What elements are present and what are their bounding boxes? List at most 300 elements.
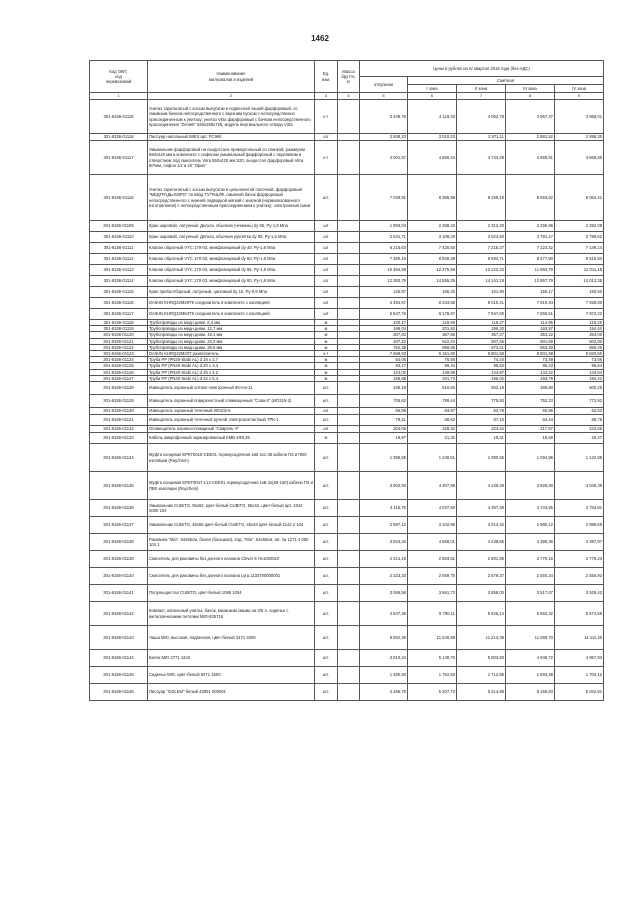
row-price-base: 752,39 [360,344,408,350]
row-price-zone-2: 5 003,93 [457,650,506,667]
row-name: Клапан обратный VYC 170-03, межфланцевый dy 65, Ру-1,6 Мпа [148,265,315,276]
row-price-zone-3: 2 296,96 [506,221,555,232]
row-price-zone-4: 7 149,14 [555,243,604,254]
row-unit: к-т [315,351,338,357]
row-code: 301-8156-01145 [90,667,148,684]
row-price-base: 1 993,04 [360,221,408,232]
row-price-zone-1: 201,73 [408,375,457,381]
row-code: 301-8156-01113 [90,265,148,276]
row-unit: шт [315,243,338,254]
row-price-zone-3: 18,56 [506,433,555,444]
row-price-base: 437,22 [360,338,408,344]
row-price-zone-4: 86,76 [555,415,604,426]
row-price-zone-4: 4 753,81 [555,500,604,517]
row-mass [338,602,360,626]
column-number: 4 [338,93,360,100]
row-price-zone-4: 4 957,93 [555,650,604,667]
row-price-base: 7 669,93 [360,351,408,357]
row-code: 301-8156-01115 [90,100,148,134]
price-table [89,60,604,701]
row-price-base: 4 001,57 [360,141,408,175]
row-unit: шт [315,309,338,320]
row-code: 301-8156-01129 [90,395,148,408]
row-price-zone-2: 357,27 [457,332,506,338]
row-mass [338,243,360,254]
table-row [90,309,604,320]
row-code: 301-8156-01130 [90,408,148,415]
row-mass [338,141,360,175]
row-name: Извещатель охранный оптико-электронный Фотон-11 [148,382,315,395]
row-price-zone-2: 1 712,86 [457,667,506,684]
row-price-zone-4: 223,55 [555,426,604,433]
row-price-zone-2: 8 159,18 [457,175,506,221]
row-price-base: 436,19 [360,382,408,395]
row-price-zone-4: 7 874,23 [555,309,604,320]
row-unit: шт [315,426,338,433]
header-price-base: отпускная [360,77,408,93]
row-code: 301-8156-01123 [90,351,148,357]
table-row [90,395,604,408]
row-code: 301-8156-01128 [90,382,148,395]
header-unit: Ед. изм. [315,61,338,93]
row-price-zone-2: 14 141,18 [457,276,506,287]
row-price-zone-4: 115,20 [555,320,604,326]
row-price-zone-2: 507,45 [457,338,506,344]
row-price-base: 204,06 [360,426,408,433]
row-price-base: 6 647,76 [360,309,408,320]
row-name: Трубопроводы из медн.диам. 22,2 мм [148,338,315,344]
table-row [90,517,604,534]
row-price-base: 3 910,34 [360,650,408,667]
row-price-base: 1 396,55 [360,444,408,472]
header-zone-4: IV зона [555,85,604,93]
row-price-zone-4: 2 555,93 [555,568,604,585]
row-price-zone-3: 114,95 [506,320,555,326]
row-unit: м [315,326,338,332]
row-mass [338,426,360,433]
row-price-zone-1: 5 207,73 [408,684,457,701]
row-price-zone-2: 502,19 [457,382,506,395]
row-unit: шт [315,287,338,298]
row-code: 301-8156-01143 [90,626,148,650]
row-code: 301-8156-01134 [90,444,148,472]
row-name: Смеситель для раковины без донного клапана Clever 5 Hv1000010 [148,551,315,568]
row-code: 301-8156-01125 [90,363,148,369]
row-price-zone-3: 5 562,32 [506,602,555,626]
row-mass [338,134,360,141]
row-name: Умывальник CUBITO, 55х62, цвет-белый CUBITO, 55х42, цвет-белый арт. 1042 2000 104 [148,500,315,517]
row-unit: шт. [315,500,338,517]
header-price: Цены в рублях на IV квартал 2016 года (без НДС) [360,61,604,77]
row-price-zone-2: 873,21 [457,344,506,350]
row-price-zone-4: 2 776,23 [555,551,604,568]
row-price-base: 2 631,71 [360,232,408,243]
row-price-zone-2: 196,02 [457,375,506,381]
row-price-base: 55,99 [360,408,408,415]
row-unit: шт. [315,602,338,626]
row-price-zone-1: 5 790,11 [408,602,457,626]
row-price-zone-3: 7 856,51 [506,309,555,320]
row-name: Трубопроводы из медн.диам. 6,4 мм [148,320,315,326]
row-price-zone-1: 156,32 [408,287,457,298]
row-price-zone-3: 2 980,12 [506,517,555,534]
table-row [90,472,604,500]
row-price-zone-2: 62,78 [457,408,506,415]
row-price-base: 83,17 [360,363,408,369]
row-price-zone-3: 2 770,16 [506,551,555,568]
row-price-zone-3: 353,22 [506,332,555,338]
row-price-zone-4: 3 966,01 [555,100,604,134]
row-mass [338,551,360,568]
row-code: 301-8156-01115 [90,287,148,298]
row-price-zone-3: 863,30 [506,344,555,350]
row-name: Трубопроводы из медн.диам. 12,7 мм [148,326,315,332]
row-code: 301-8156-01110 [90,232,148,243]
row-unit: шт. [315,585,338,602]
row-name: Сиденье МЮ, цвет-белый 9271 1500 [148,667,315,684]
column-number: 2 [148,93,315,100]
table-row [90,134,604,141]
row-price-zone-3: 73,49 [506,357,555,363]
row-unit: шт [315,265,338,276]
row-price-zone-3: 193,79 [506,375,555,381]
row-price-zone-2: 116,27 [457,320,506,326]
column-number: 1 [90,93,148,100]
row-price-zone-4: 1 132,89 [555,444,604,472]
table-row [90,667,604,684]
table-row [90,298,604,309]
row-price-base: 4 486,78 [360,684,408,701]
row-price-zone-2: 2 801,95 [457,551,506,568]
row-code: 301-8156-01131 [90,415,148,426]
row-price-zone-3: 2 550,34 [506,568,555,585]
row-price-zone-1: 789,44 [408,395,457,408]
table-row [90,626,604,650]
row-name: Компакт, напольный унитаз, бачок, механизм смыва на 3/6 л, сиденье с металлическими петлями МЮ-825716 [148,602,315,626]
row-mass [338,309,360,320]
row-unit: м [315,332,338,338]
row-price-zone-3: 8 801,68 [506,351,555,357]
row-name: Труба PP (PN20-Stabi AL) d 20 х 3,4 [148,363,315,369]
row-price-zone-3: 3 928,30 [506,472,555,500]
row-code: 301-8156-01109 [90,221,148,232]
row-unit: шт. [315,382,338,395]
row-code: 301-8156-01137 [90,517,148,534]
row-name: Трубопроводы из медн.диам. 19,1 мм [148,332,315,338]
row-name: Кран шаровой, латунный, Дельта, обычная (чекмень) dy 65, Ру-1,6 Мпа [148,221,315,232]
row-price-zone-2: 8 901,58 [457,351,506,357]
row-price-zone-2: 2 313,20 [457,221,506,232]
row-code: 301-8156-01116 [90,298,148,309]
row-mass [338,100,360,134]
row-price-zone-1: 11 540,99 [408,626,457,650]
table-row [90,382,604,395]
row-price-zone-4: 354,00 [555,332,604,338]
row-price-zone-2: 2 971,11 [457,134,506,141]
row-price-zone-2: 4 733,29 [457,141,506,175]
row-unit: шт [315,232,338,243]
row-price-zone-1: 2 388,43 [408,221,457,232]
row-price-zone-3: 143,22 [506,369,555,375]
row-mass [338,534,360,551]
row-mass [338,276,360,287]
header-zone-1: I зона [408,85,457,93]
row-unit: шт [315,221,338,232]
row-code: 301-8156-01114 [90,276,148,287]
row-mass [338,433,360,444]
row-price-base: 3 824,32 [360,534,408,551]
table-row [90,650,604,667]
row-price-zone-2: 8 010,21 [457,298,506,309]
column-number: 6 [408,93,457,100]
row-mass [338,382,360,395]
row-unit: шт. [315,534,338,551]
row-unit: шт. [315,667,338,684]
row-price-zone-1: 149,99 [408,369,457,375]
row-price-zone-3: 2 881,92 [506,134,555,141]
row-price-base: 3 903,93 [360,472,408,500]
row-price-zone-3: 7 919,34 [506,298,555,309]
row-unit: шт. [315,175,338,221]
page-number: 1462 [311,34,329,43]
row-code: 301-8156-01117 [90,309,148,320]
row-price-zone-1: 4 307,99 [408,472,457,500]
row-price-zone-4: 73,66 [555,357,604,363]
header-price-estimate: Сметная [408,77,604,85]
row-price-zone-2: 7 947,60 [457,309,506,320]
row-price-zone-1: 63,87 [408,408,457,415]
row-price-base: 7 029,91 [360,175,408,221]
column-number: 9 [555,93,604,100]
row-mass [338,568,360,585]
column-number: 7 [457,93,506,100]
row-price-zone-3: 11 086,70 [506,626,555,650]
row-unit: шт. [315,395,338,408]
row-mass [338,444,360,472]
header-code: Код ОКП, код перевозимой [90,61,148,93]
table-row [90,408,604,415]
row-price-base: 7 460,16 [360,254,408,265]
row-code: 301-8156-01133 [90,433,148,444]
row-code: 301-8156-01132 [90,426,148,433]
row-name: Труба PP (PN20-Stabi AL) d 25 х 4,2 [148,369,315,375]
row-price-base: 6 216,63 [360,243,408,254]
row-price-base: 100,17 [360,320,408,326]
row-price-zone-4: 11 111,40 [555,626,604,650]
row-unit: шт. [315,650,338,667]
row-price-zone-1: 2 659,75 [408,568,457,585]
row-price-zone-4: 772,92 [555,395,604,408]
row-unit: м [315,338,338,344]
row-price-base: 3 448,76 [360,100,408,134]
row-name: Труба PP (PN20-Stabi AL) d 32 х 5,4 [148,375,315,381]
row-price-zone-1: 4 568,01 [408,534,457,551]
column-number: 3 [315,93,338,100]
row-mass [338,175,360,221]
row-unit: шт. [315,568,338,585]
row-name: Клапан обратный VYC 170-03, межфланцевый dy 80, Ру-1,6 Мпа [148,276,315,287]
row-price-base: 4 494,57 [360,298,408,309]
row-price-zone-3: 217,57 [506,426,555,433]
row-price-base: 126,87 [360,287,408,298]
row-price-zone-4: 4 397,97 [555,534,604,551]
row-price-zone-1: 99,34 [408,363,457,369]
row-price-base: 79,21 [360,415,408,426]
row-price-zone-4: 1 702,12 [555,667,604,684]
row-price-zone-2: 2 579,37 [457,568,506,585]
row-mass [338,667,360,684]
row-price-base: 169,04 [360,326,408,332]
row-price-zone-3: 4 743,55 [506,500,555,517]
row-price-zone-3: 193,97 [506,326,555,332]
table-row [90,221,604,232]
row-code: 301-8156-01118 [90,320,148,326]
row-unit: шт [315,254,338,265]
row-mass [338,500,360,517]
row-price-zone-4: 8 515,93 [555,254,604,265]
column-number-row [90,93,604,100]
row-price-zone-3: 1 693,38 [506,667,555,684]
row-name: DAIKIN KHRQ22M29T9 соединитель в комплекте с изоляцией [148,298,315,309]
row-name: Писсуар напольный IMEX арт. FC960 [148,134,315,141]
row-price-zone-1: 8 178,67 [408,309,457,320]
row-mass [338,626,360,650]
header-name: Наименование материалов и изделий [148,61,315,93]
table-row [90,585,604,602]
row-price-zone-3: 752,23 [506,395,555,408]
row-price-zone-1: 21,31 [408,433,457,444]
row-price-base: 124,02 [360,369,408,375]
row-price-zone-4: 5 042,81 [555,684,604,701]
row-code: 301-8156-01138 [90,534,148,551]
row-price-zone-4: 150,50 [555,287,604,298]
row-price-zone-3: 11 984,76 [506,265,555,276]
table-row [90,500,604,517]
row-unit: м [315,320,338,326]
row-price-base: 168,88 [360,375,408,381]
row-name: Кран пробоотборный, латунный, цанговый dy 15, Ру-0,6 Мпа [148,287,315,298]
row-price-zone-2: 74,34 [457,357,506,363]
row-price-zone-1: 8 243,65 [408,298,457,309]
row-price-zone-1: 3 010,33 [408,134,457,141]
table-row [90,551,604,568]
row-unit: м [315,433,338,444]
table-row [90,175,604,221]
row-mass [338,472,360,500]
row-name: Унитаз тарельчатый с косым выпуском и цельнолитой полочкой, фарфоровый "МЕДГРАДЬ-ЕВРО" по ввод ТУ/ТКШ/Ф, смывной бачок фарфоровый непосредственного с нижней подводкой мягкий с кнопкой (нормализованного изготовления) с непосредственным присоединением к унитазу; электронный смыв [148,175,315,221]
row-price-zone-4: 95,64 [555,363,604,369]
row-name: Кабель микрофонный экранированный КМВ 4Ф0,35 [148,433,315,444]
row-mass [338,517,360,534]
table-row [90,534,604,551]
table-row [90,141,604,175]
row-price-zone-3: 7 123,42 [506,243,555,254]
row-price-zone-3: 3 517,67 [506,585,555,602]
table-row [90,568,604,585]
table-row [90,276,604,287]
header-mass: Масса брутто, кг [338,61,360,93]
row-mass [338,265,360,276]
row-unit: м [315,369,338,375]
row-price-zone-4: 12 011,18 [555,265,604,276]
row-unit: шт [315,134,338,141]
row-unit: м [315,375,338,381]
row-price-zone-1: 228,32 [408,426,457,433]
row-unit: м [315,363,338,369]
row-price-zone-2: 775,93 [457,395,506,408]
row-unit: шт. [315,684,338,701]
row-name: Извещатель охранный точечный ручной электроконтактный ТРК-1 [148,415,315,426]
row-name: Труба PP (PN20-Stabi AL) d 16 х 2,7 [148,357,315,363]
row-price-zone-3: 3 957,37 [506,100,555,134]
row-price-base: 4 115,75 [360,500,408,517]
row-price-zone-4: 2 896,30 [555,134,604,141]
row-price-base: 9 662,49 [360,626,408,650]
row-price-zone-3: 501,69 [506,338,555,344]
row-code: 301-8156-01118 [90,175,148,221]
row-price-zone-2: 4 397,28 [457,500,506,517]
row-code: 301-8156-01120 [90,332,148,338]
row-unit: шт [315,408,338,415]
row-price-zone-2: 5 214,98 [457,684,506,701]
row-code: 301-8156-01119 [90,326,148,332]
row-unit: к-т [315,100,338,134]
table-row [90,254,604,265]
table-row [90,415,604,426]
row-price-zone-1: 9 161,90 [408,351,457,357]
row-unit: шт. [315,517,338,534]
row-price-zone-4: 8 820,50 [555,351,604,357]
row-price-zone-2: 19,31 [457,433,506,444]
row-price-zone-3: 84,44 [506,415,555,426]
row-price-zone-4: 4 668,60 [555,141,604,175]
row-price-base: 18,97 [360,433,408,444]
row-price-zone-1: 522,24 [408,338,457,344]
row-price-zone-2: 3 014,32 [457,517,506,534]
row-price-zone-4: 194,40 [555,326,604,332]
row-unit: шт [315,276,338,287]
row-code: 301-8156-01112 [90,254,148,265]
row-code: 301-8156-01127 [90,375,148,381]
row-name: Оповещатель охранно-пожарный "Свирель-Ч" [148,426,315,433]
row-price-zone-3: 4 946,72 [506,650,555,667]
column-number: 5 [360,93,408,100]
row-price-zone-4: 143,54 [555,369,604,375]
row-price-zone-2: 4 438,65 [457,534,506,551]
row-price-zone-4: 7 926,80 [555,298,604,309]
row-code: 301-8156-01140 [90,568,148,585]
row-price-zone-3: 4 388,36 [506,534,555,551]
row-unit: шт [315,298,338,309]
row-price-zone-1: 898,65 [408,344,457,350]
row-price-zone-4: 502,80 [555,338,604,344]
row-price-zone-1: 4 860,34 [408,141,457,175]
header-zone-2: II зона [457,85,506,93]
row-price-zone-2: 4 235,48 [457,472,506,500]
row-price-zone-1: 8 396,96 [408,175,457,221]
row-price-base: 3 065,58 [360,585,408,602]
row-name: Клапан обратный VYC 170-03, межфланцевый dy 40, Ру-1,6 Мпа [148,243,315,254]
row-price-zone-2: 12 122,23 [457,265,506,276]
row-price-zone-1: 367,69 [408,332,457,338]
row-unit: м [315,357,338,363]
row-price-zone-1: 4 037,60 [408,500,457,517]
row-name: Кран шаровой, латунный, Дельта, обычная рукоятка dy 80, Ру-1,6 Мпа [148,232,315,243]
row-price-base: 307,83 [360,332,408,338]
table-row [90,265,604,276]
row-name: Клапан обратный VYC 170-03, межфланцевый dy 50, Ру-1,6 Мпа [148,254,315,265]
row-price-zone-3: 95,43 [506,363,555,369]
